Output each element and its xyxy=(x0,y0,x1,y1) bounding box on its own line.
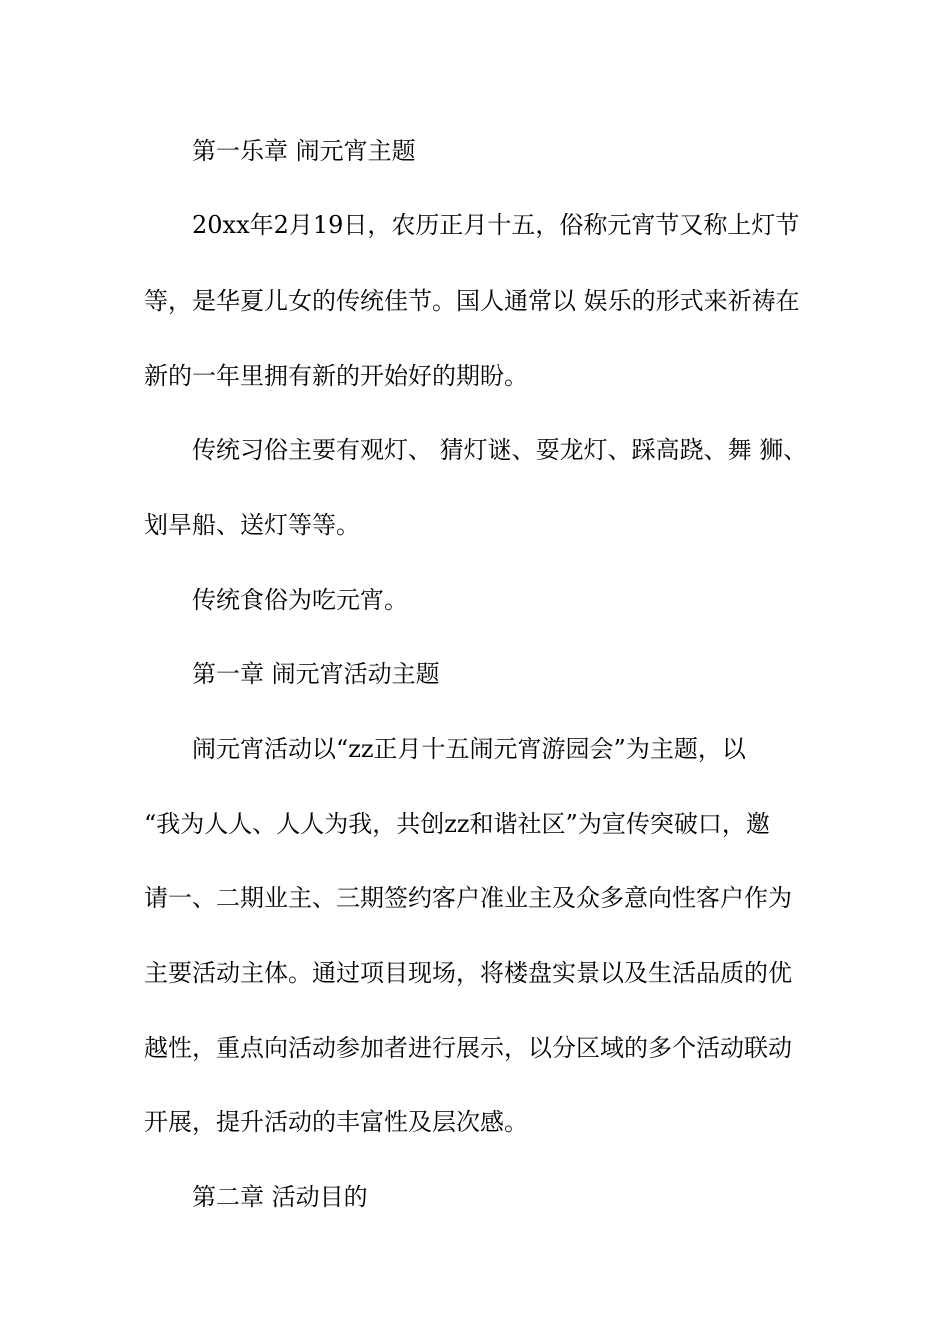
heading-chapter-one xyxy=(0,654,950,694)
line-text: 等，是华夏儿女的传统佳节。国人通常以 娱乐的形式来祈祷在 xyxy=(144,287,800,315)
paragraph-line xyxy=(0,205,950,245)
line-text: 闹元宵活动以“zz正月十五闹元宵游园会”为主题，以 xyxy=(192,735,746,763)
line-text: 划旱船、送灯等等。 xyxy=(144,511,360,539)
line-text: 第二章 活动目的 xyxy=(192,1183,368,1211)
line-text: “我为人人、人人为我，共创zz和谐社区”为宣传突破口，邀 xyxy=(144,810,770,838)
paragraph-line xyxy=(0,356,950,396)
paragraph-line xyxy=(0,804,950,844)
paragraph-line xyxy=(0,1102,950,1142)
line-text: 主要活动主体。通过项目现场，将楼盘实景以及生活品质的优 xyxy=(144,959,792,987)
line-text: 新的一年里拥有新的开始好的期盼。 xyxy=(144,362,528,390)
line-text: 传统食俗为吃元宵。 xyxy=(192,586,408,614)
line-text: 开展，提升活动的丰富性及层次感。 xyxy=(144,1108,528,1136)
paragraph-line xyxy=(0,953,950,993)
line-text: 第一章 闹元宵活动主题 xyxy=(192,660,440,688)
heading-chapter-one-music xyxy=(0,131,950,171)
line-text: 越性，重点向活动参加者进行展示，以分区域的多个活动联动 xyxy=(144,1034,792,1062)
line-text: 传统习俗主要有观灯、 猜灯谜、耍龙灯、踩高跷、舞 狮、 xyxy=(192,436,808,464)
paragraph-line xyxy=(0,430,950,470)
line-text: 第一乐章 闹元宵主题 xyxy=(192,137,416,165)
paragraph-line xyxy=(0,505,950,545)
line-text: 20xx年2月19日，农历正月十五，俗称元宵节又称上灯节 xyxy=(192,211,800,239)
paragraph-line xyxy=(0,878,950,918)
heading-chapter-two xyxy=(0,1177,950,1217)
line-text: 请一、二期业主、三期签约客户准业主及众多意向性客户作为 xyxy=(144,884,792,912)
paragraph-line xyxy=(0,580,950,620)
paragraph-line xyxy=(0,729,950,769)
paragraph-line xyxy=(0,1028,950,1068)
paragraph-line xyxy=(0,281,950,321)
